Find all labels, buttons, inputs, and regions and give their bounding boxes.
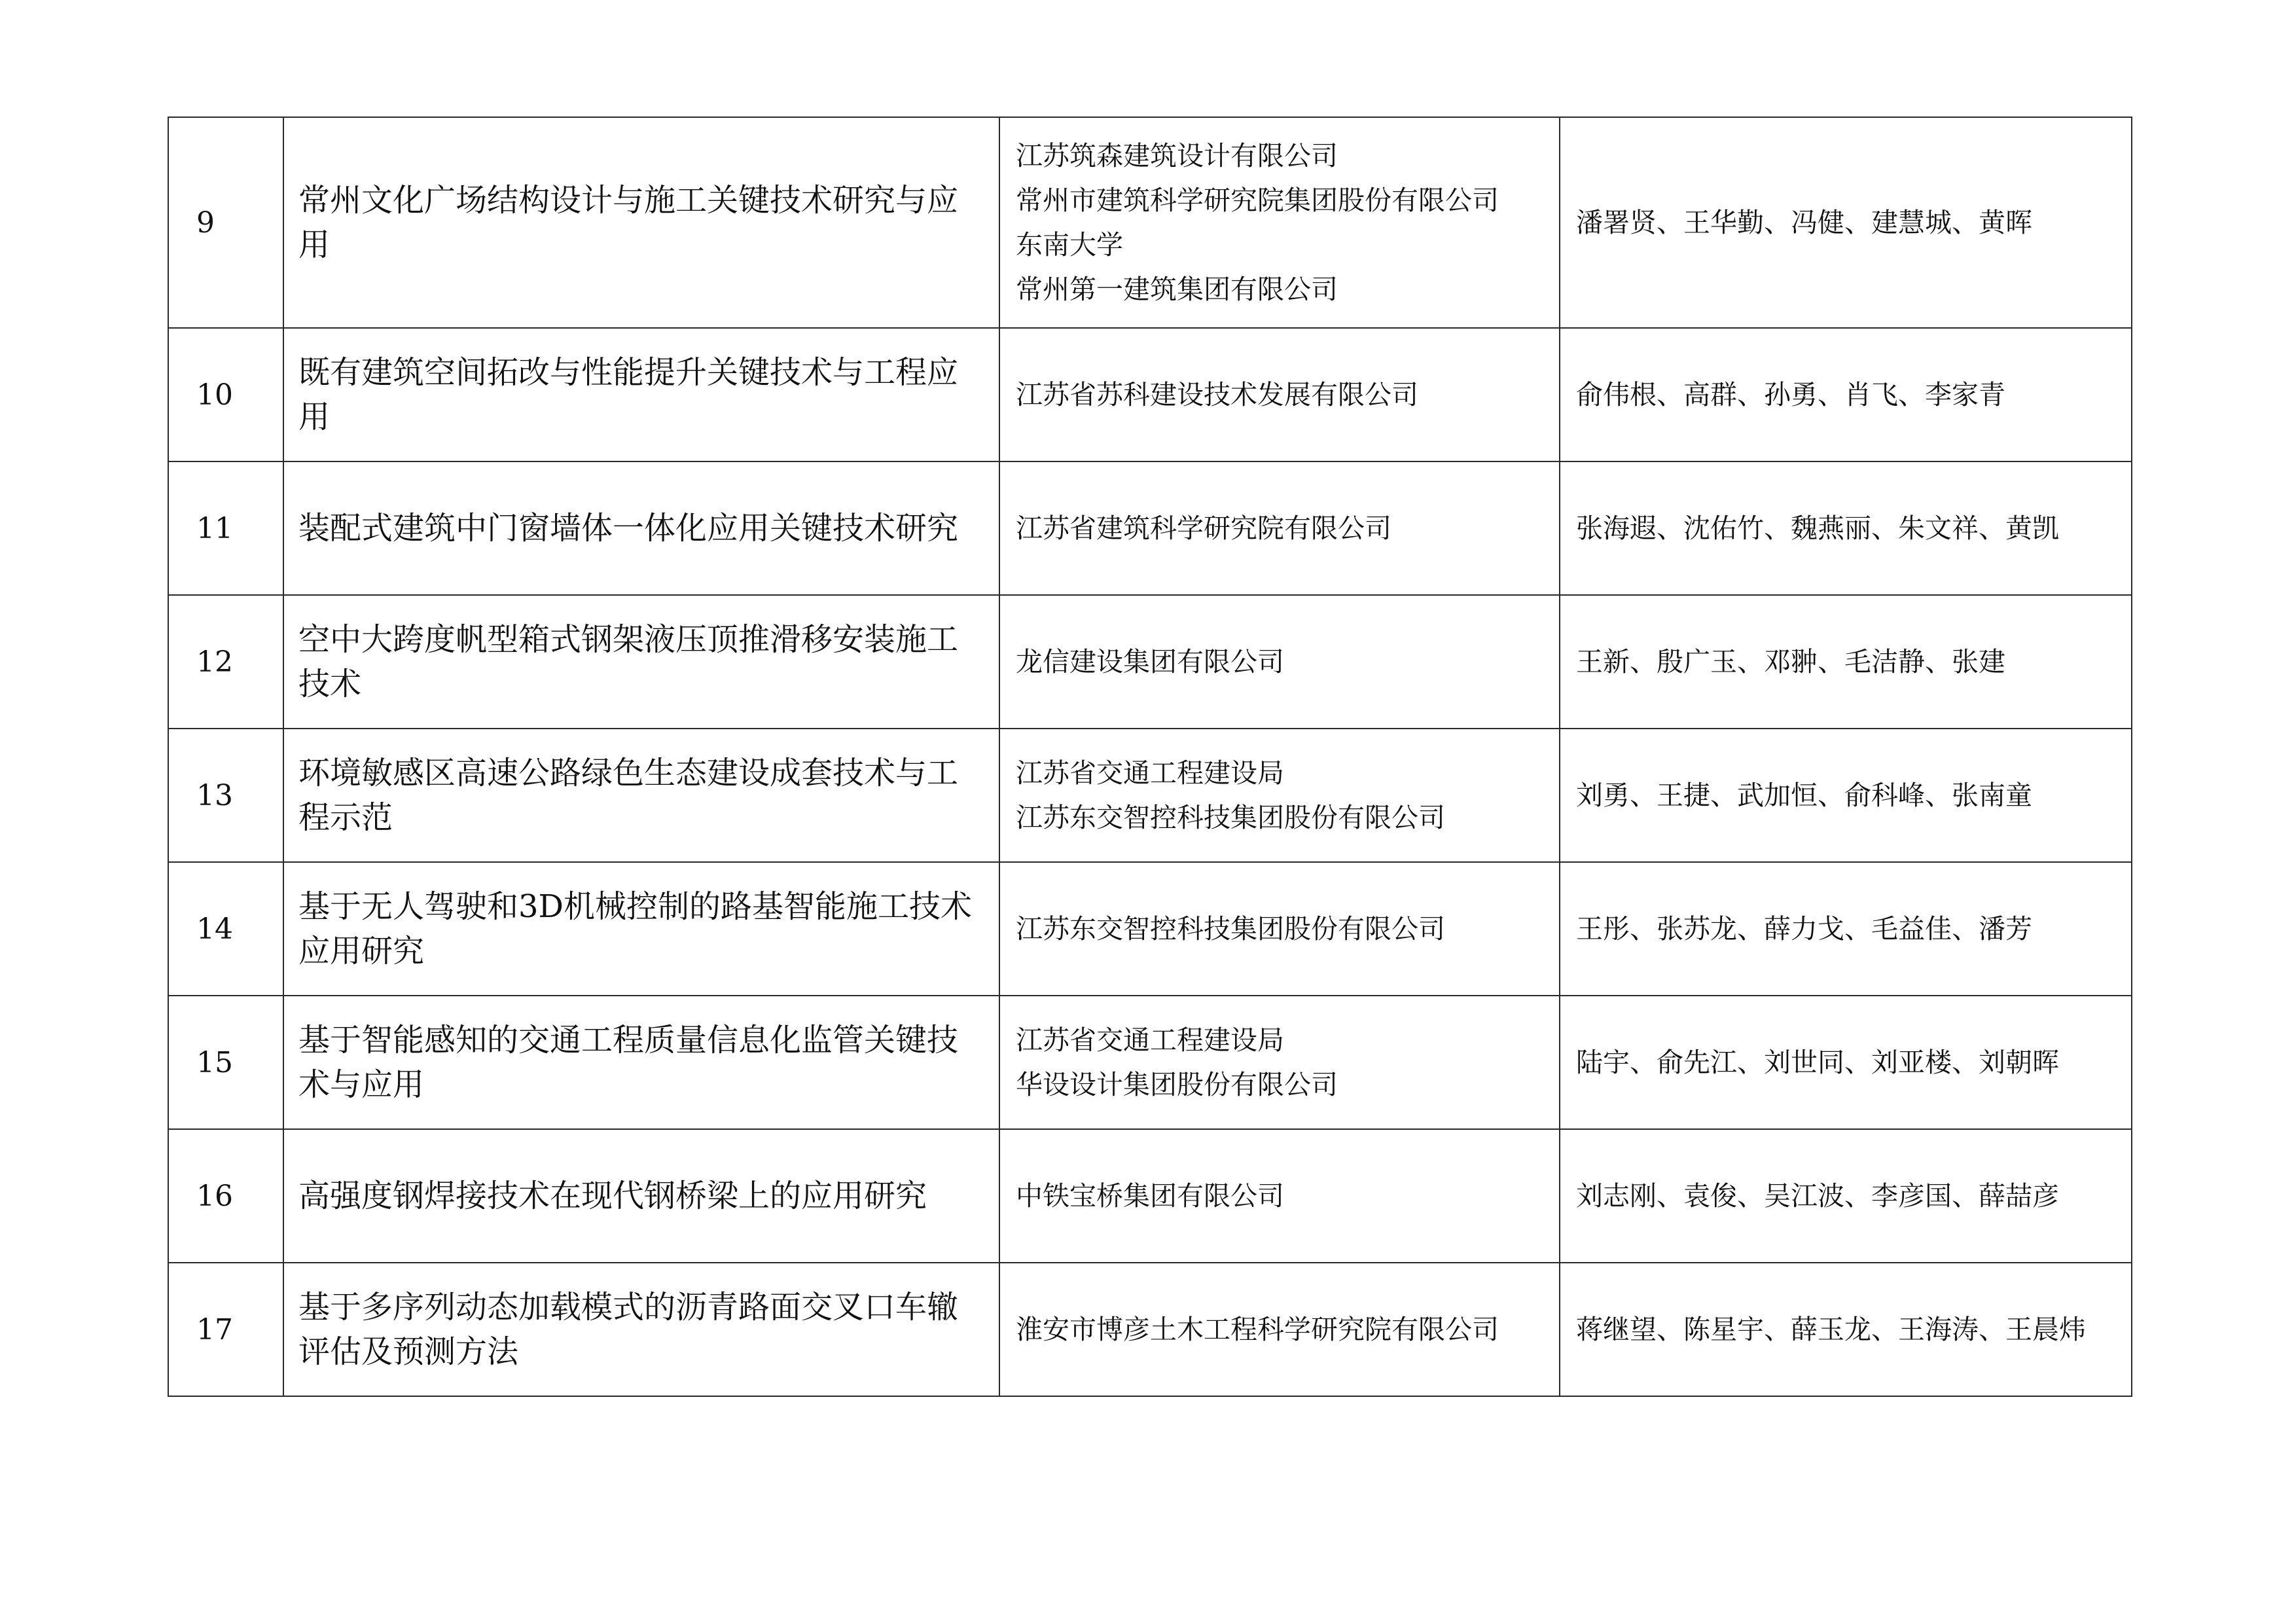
table-row — [168, 1129, 2132, 1263]
unit-name: 江苏筑森建筑设计有限公司 — [1016, 140, 1338, 171]
table-row — [168, 461, 2132, 595]
project-name: 装配式建筑中门窗墙体一体化应用关键技术研究 — [283, 461, 999, 595]
completing-people: 王新、殷广玉、邓翀、毛洁静、张建 — [1560, 595, 2132, 729]
project-name: 基于无人驾驶和3D机械控制的路基智能施工技术应用研究 — [283, 862, 999, 996]
unit-name: 常州第一建筑集团有限公司 — [1016, 274, 1338, 305]
unit-name: 江苏东交智控科技集团股份有限公司 — [1016, 802, 1445, 833]
completing-people: 陆宇、俞先江、刘世同、刘亚楼、刘朝晖 — [1560, 996, 2132, 1129]
row-number: 9 — [168, 117, 283, 328]
table-row — [168, 117, 2132, 328]
project-name: 既有建筑空间拓改与性能提升关键技术与工程应用 — [283, 328, 999, 461]
project-name: 高强度钢焊接技术在现代钢桥梁上的应用研究 — [283, 1129, 999, 1263]
completing-units — [999, 1129, 1560, 1263]
unit-name: 江苏省交通工程建设局 — [1016, 757, 1284, 789]
unit-name: 江苏省交通工程建设局 — [1016, 1024, 1284, 1056]
row-number: 10 — [168, 328, 283, 461]
unit-name: 东南大学 — [1016, 229, 1123, 261]
unit-name: 淮安市博彦土木工程科学研究院有限公司 — [1016, 1314, 1499, 1345]
unit-name: 江苏省苏科建设技术发展有限公司 — [1016, 379, 1418, 410]
completing-people: 蒋继望、陈星宇、薛玉龙、王海涛、王晨炜 — [1560, 1263, 2132, 1396]
completing-people: 俞伟根、高群、孙勇、肖飞、李家青 — [1560, 328, 2132, 461]
completing-units — [999, 328, 1560, 461]
unit-name: 江苏东交智控科技集团股份有限公司 — [1016, 913, 1445, 945]
project-name: 环境敏感区高速公路绿色生态建设成套技术与工程示范 — [283, 729, 999, 862]
completing-units — [999, 117, 1560, 328]
project-name: 空中大跨度帆型箱式钢架液压顶推滑移安装施工技术 — [283, 595, 999, 729]
row-number: 15 — [168, 996, 283, 1129]
unit-name: 华设设计集团股份有限公司 — [1016, 1069, 1338, 1100]
completing-people: 刘志刚、袁俊、吴江波、李彦国、薛喆彦 — [1560, 1129, 2132, 1263]
completing-people: 张海遐、沈佑竹、魏燕丽、朱文祥、黄凯 — [1560, 461, 2132, 595]
completing-people: 王彤、张苏龙、薛力戈、毛益佳、潘芳 — [1560, 862, 2132, 996]
project-name: 基于智能感知的交通工程质量信息化监管关键技术与应用 — [283, 996, 999, 1129]
table-row — [168, 996, 2132, 1129]
table-row — [168, 1263, 2132, 1396]
table-row — [168, 862, 2132, 996]
row-number: 16 — [168, 1129, 283, 1263]
row-number: 14 — [168, 862, 283, 996]
completing-units — [999, 729, 1560, 862]
table-row — [168, 729, 2132, 862]
project-name: 常州文化广场结构设计与施工关键技术研究与应用 — [283, 117, 999, 328]
award-table — [168, 117, 2132, 1397]
unit-name: 江苏省建筑科学研究院有限公司 — [1016, 513, 1391, 544]
row-number: 13 — [168, 729, 283, 862]
completing-units — [999, 862, 1560, 996]
unit-name: 龙信建设集团有限公司 — [1016, 646, 1284, 677]
completing-people: 刘勇、王捷、武加恒、俞科峰、张南童 — [1560, 729, 2132, 862]
completing-units — [999, 461, 1560, 595]
row-number: 11 — [168, 461, 283, 595]
completing-people: 潘署贤、王华勤、冯健、建慧城、黄晖 — [1560, 117, 2132, 328]
table-row — [168, 328, 2132, 461]
unit-name: 中铁宝桥集团有限公司 — [1016, 1180, 1284, 1212]
unit-name: 常州市建筑科学研究院集团股份有限公司 — [1016, 185, 1499, 216]
project-name: 基于多序列动态加载模式的沥青路面交叉口车辙评估及预测方法 — [283, 1263, 999, 1396]
completing-units — [999, 1263, 1560, 1396]
row-number: 17 — [168, 1263, 283, 1396]
completing-units — [999, 996, 1560, 1129]
completing-units — [999, 595, 1560, 729]
table-row — [168, 595, 2132, 729]
row-number: 12 — [168, 595, 283, 729]
